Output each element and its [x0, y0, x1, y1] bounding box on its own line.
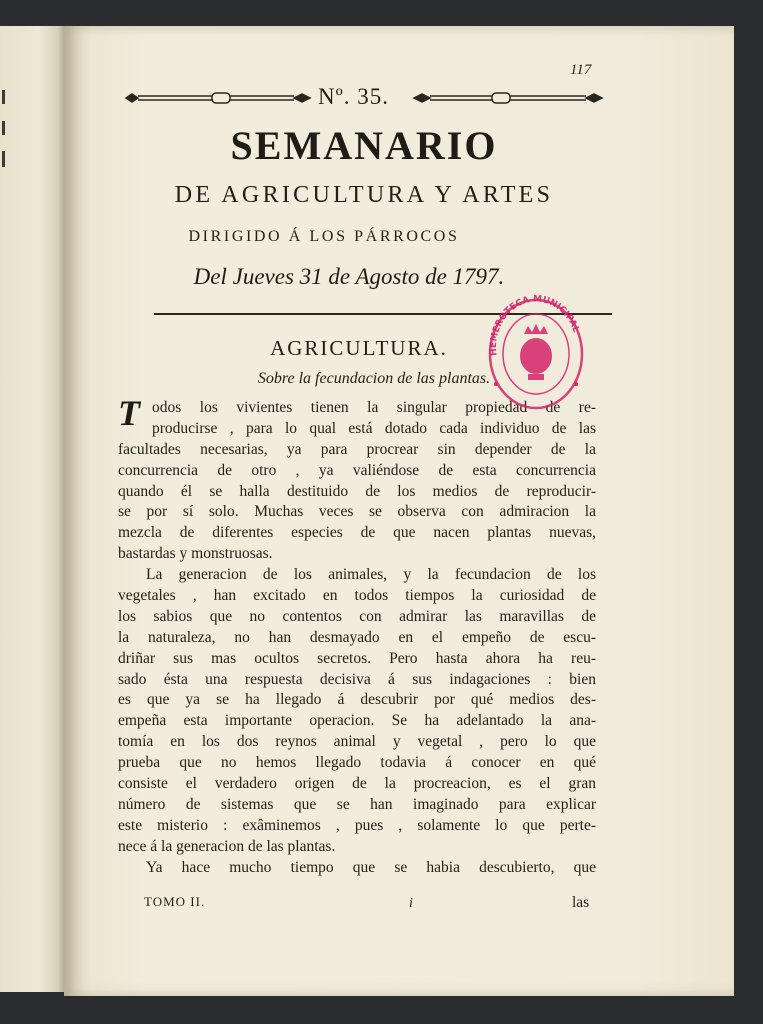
text-line: número de sistemas que se han imaginado para explicar	[118, 795, 596, 813]
section-title: AGRICULTURA.	[270, 336, 448, 360]
gathering-mark: i	[409, 896, 413, 911]
drop-cap: T	[118, 393, 140, 433]
issue-number: Nº. 35.	[318, 84, 389, 109]
issue-date: Del Jueves 31 de Agosto de 1797.	[193, 264, 505, 289]
text-line: producirse , para lo qual está dotado cada individuo de las	[152, 419, 596, 437]
text-line: nece á la generacion de las plantas.	[118, 837, 336, 855]
section-subtitle: Sobre la fecundacion de las plantas.	[257, 370, 491, 387]
publication-title: SEMANARIO	[230, 123, 498, 168]
catchword: las	[572, 894, 590, 911]
publication-audience: DIRIGIDO Á LOS PÁRROCOS	[188, 228, 460, 245]
library-stamp-icon	[482, 292, 590, 414]
text-line: consiste el verdadero origen de la procreacion, es el gran	[118, 775, 596, 793]
ornament-right-icon	[414, 93, 602, 103]
margin-mark	[2, 121, 5, 135]
text-line: odos los vivientes tienen la singular propiedad de re-	[152, 399, 596, 416]
article-body	[118, 398, 596, 878]
publication-subtitle: DE AGRICULTURA Y ARTES	[174, 182, 554, 208]
text-line: empeña esta importante operacion. Se ha adelantado la ana-	[118, 712, 596, 730]
text-line: facultades necesarias, ya para procrear sin depender de la	[118, 440, 596, 458]
text-line: sado ésta una respuesta decisiva á sus indagaciones : bien	[118, 670, 596, 688]
text-line: La generacion de los animales, y la fecundacion de los	[146, 566, 596, 584]
text-line: driñar sus mas ocultos secretos. Pero hasta ahora ha reu-	[118, 649, 596, 667]
text-line: se por sí solo. Muchas veces se observa con admiracion la	[118, 503, 596, 521]
margin-mark	[2, 90, 5, 104]
text-line: tomía en los dos reynos animal y vegetal , pero lo que	[118, 733, 596, 751]
left-page-edge	[0, 26, 65, 992]
margin-mark	[2, 151, 5, 167]
text-line: vegetales , han excitado en todos tiempos la curiosidad de	[118, 587, 596, 605]
text-line: quando él se halla destituido de los medios de reproducir-	[118, 482, 596, 500]
text-line: la naturaleza, no han desmayado en el empeño de escu-	[118, 628, 596, 646]
svg-text:HEMEROTECA MUNICIPAL: HEMEROTECA MUNICIPAL	[488, 294, 581, 357]
text-line: prueba que no hemos llegado todavia á conocer en qué	[118, 754, 596, 772]
text-line: mezcla de diferentes especies de que nacen plantas nuevas,	[118, 524, 596, 542]
text-line: Ya hace mucho tiempo que se habia descubierto, que	[146, 858, 596, 876]
text-line: los sabios que no contentos con admirar las maravillas de	[118, 607, 596, 625]
text-line: bastardas y monstruosas.	[118, 545, 273, 563]
page-number: 117	[570, 62, 592, 78]
text-line: es que ya se ha llegado á descubrir por qué medios des-	[118, 691, 596, 709]
text-line: concurrencia de otro , ya valiéndose de esta concurrencia	[118, 461, 596, 479]
ornament-left-icon	[126, 93, 310, 103]
text-line: este misterio : exâminemos , pues , solamente lo que perte-	[118, 816, 596, 834]
document-page	[64, 26, 734, 996]
volume-signature: TOMO II.	[144, 894, 206, 909]
